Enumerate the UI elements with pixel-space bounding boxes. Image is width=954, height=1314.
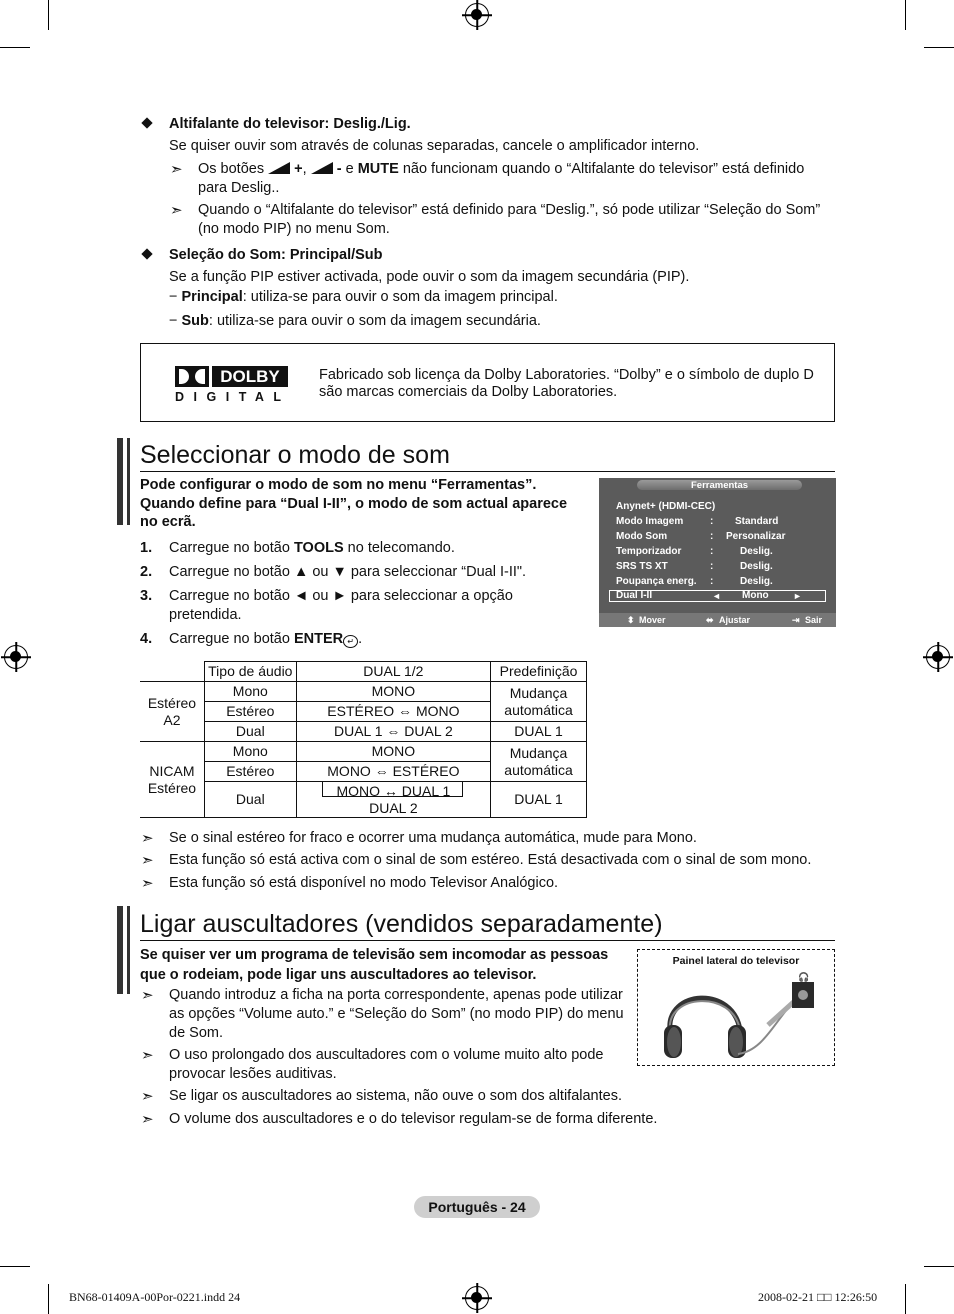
table-cell: DUAL 1 ⇔ DUAL 2 [296, 722, 490, 742]
panel-label: Painel lateral do televisor [672, 955, 800, 967]
note-arrow-icon: ➣ [141, 830, 154, 847]
headphones-icon [638, 970, 834, 1065]
volume-down-icon [311, 162, 333, 174]
section-bar [117, 906, 123, 994]
slug-left: BN68-01409A-00Por-0221.indd 24 [69, 1290, 241, 1304]
speaker-heading: Altifalante do televisor: Deslig./Lig. [169, 116, 411, 132]
select-heading: Seleção do Som: Principal/Sub [169, 247, 383, 263]
cycle-bracket [322, 782, 463, 797]
speaker-note-2: ➣ Quando o “Altifalante do televisor” está definido para “Deslig.”, só pode utilizar “Seleção do Som” (no modo PIP) no menu Som. [170, 202, 821, 237]
menu-row-value: Deslig. [740, 576, 773, 587]
audio-table [140, 661, 587, 818]
note-arrow-icon: ➣ [141, 852, 154, 869]
double-d-icon [175, 366, 209, 387]
registration-mark-icon [4, 645, 28, 669]
bullet-diamond-icon [141, 248, 152, 259]
enter-icon: ↵ [343, 635, 358, 648]
step-number: 4. [140, 631, 153, 647]
sound-mode-intro-2: Quando define para “Dual I-II”, o modo de som actual aparece [140, 496, 568, 512]
crop-mark [48, 0, 49, 30]
tools-menu-screenshot [599, 478, 836, 627]
table-cell: MONO ⇔ ESTÉREO [296, 762, 490, 782]
menu-row-sep: : [710, 561, 714, 572]
sound-mode-intro-1: Pode configurar o modo de som no menu “Ferramentas”. [140, 477, 537, 493]
select-item-principal: − Principal: utiliza-se para ouvir o som da imagem principal. [169, 289, 558, 305]
menu-footer-exit: Sair [805, 615, 823, 625]
speaker-text: Se quiser ouvir som através de colunas separadas, cancele o amplificador interno. [169, 138, 700, 154]
dolby-text-1: Fabricado sob licença da Dolby Laboratories. “Dolby” e o símbolo de duplo D [319, 367, 814, 383]
table-header: Predefinição [491, 662, 587, 682]
dolby-digital: DIGITAL [175, 390, 291, 404]
table-cell: Mono [204, 742, 296, 762]
table-cell-dual-combo: MONO ↔ DUAL 1 DUAL 2 [296, 782, 490, 818]
dolby-word: DOLBY [212, 366, 288, 387]
exit-icon: ⇥ [792, 615, 800, 625]
table-cell: ESTÉREO ⇔ MONO [296, 702, 490, 722]
menu-row-sep: : [710, 531, 714, 542]
section-bar [117, 438, 123, 525]
bullet-diamond-icon [141, 117, 152, 128]
menu-row-label: Anynet+ (HDMI-CEC) [616, 501, 716, 512]
sound-mode-intro-3: no ecrã. [140, 514, 196, 530]
menu-row-label: Modo Imagem [616, 516, 684, 527]
menu-row-sep: : [710, 516, 714, 527]
table-group-a2: Estéreo A2 [140, 682, 204, 742]
section-bar [127, 906, 130, 994]
registration-mark-icon [926, 645, 950, 669]
step-number: 3. [140, 588, 153, 604]
menu-selected-value: Mono [742, 590, 769, 601]
headphones-illustration-box [637, 949, 835, 1066]
table-cell: MONO [296, 742, 490, 762]
mode-note-3: ➣ Esta função só está disponível no modo Televisor Analógico. [141, 875, 559, 892]
step-number: 1. [140, 540, 153, 556]
headphones-intro-2: que o rodeiam, pode ligar uns auscultadores ao televisor. [140, 967, 537, 983]
step-3-line-2: pretendida. [169, 607, 242, 623]
menu-selected-label: Dual I-II [616, 590, 653, 601]
crop-mark [48, 1284, 49, 1314]
table-cell: Mono [204, 682, 296, 702]
note-arrow-icon: ➣ [170, 161, 183, 178]
section-bar [127, 438, 130, 525]
tools-menu-title: Ferramentas [637, 480, 802, 490]
registration-mark-icon [465, 1286, 489, 1310]
menu-row-label: SRS TS XT [616, 561, 668, 572]
table-cell: Dual [204, 722, 296, 742]
arrow-left-icon: ◄ [712, 591, 721, 601]
menu-row-sep: : [710, 546, 714, 557]
dolby-text-2: são marcas comerciais da Dolby Laboratories. [319, 384, 618, 400]
dolby-logo [175, 366, 293, 406]
page-title-headphones: Ligar auscultadores (vendidos separadamente) [140, 910, 663, 938]
select-text: Se a função PIP estiver activada, pode ouvir o som da imagem secundária (PIP). [169, 269, 690, 285]
note-arrow-icon: ➣ [141, 1088, 154, 1105]
step-1: Carregue no botão TOOLS no telecomando. [169, 540, 455, 556]
step-3: Carregue no botão ◄ ou ► para seleccionar a opção [169, 588, 513, 604]
menu-row-value: Standard [735, 516, 779, 527]
select-item-sub: − Sub: utiliza-se para ouvir o som da imagem secundária. [169, 313, 541, 329]
speaker-note-1: ➣ Os botões +, - e MUTE não funcionam quando o “Altifalante do televisor” está definido para Deslig.. [170, 161, 805, 196]
table-header: Tipo de áudio [204, 662, 296, 682]
dolby-box [140, 343, 835, 422]
headphones-note-1: ➣ Quando introduz a ficha na porta correspondente, apenas pode utilizar as opções “Volume auto.” e “Seleção do Som” (no modo PIP) do menu de Som. [141, 987, 624, 1041]
crop-mark [905, 0, 906, 30]
menu-footer [599, 613, 836, 627]
crop-mark [924, 1266, 954, 1267]
mode-note-1: ➣ Se o sinal estéreo for fraco e ocorrer uma mudança automática, mude para Mono. [141, 830, 697, 847]
headphones-note-4: ➣ O volume dos auscultadores e o do televisor regulam-se de forma diferente. [141, 1111, 658, 1128]
volume-up-icon [268, 162, 290, 174]
note-arrow-icon: ➣ [141, 987, 154, 1004]
table-cell: Estéreo [204, 762, 296, 782]
table-corner [140, 662, 204, 682]
menu-row-label: Modo Som [616, 531, 668, 542]
note-arrow-icon: ➣ [141, 1047, 154, 1064]
title-underline [140, 940, 835, 941]
note-arrow-icon: ➣ [141, 1111, 154, 1128]
registration-mark-icon [465, 3, 489, 27]
table-cell-auto: Mudança automática [491, 742, 587, 782]
title-underline [140, 471, 835, 472]
headphones-intro-1: Se quiser ver um programa de televisão sem incomodar as pessoas [140, 947, 609, 963]
menu-footer-adjust: Ajustar [719, 615, 751, 625]
crop-mark [0, 1266, 30, 1267]
crop-mark [924, 47, 954, 48]
move-icon: ⬍ [627, 615, 635, 625]
step-number: 2. [140, 564, 153, 580]
table-cell: DUAL 1 [491, 722, 587, 742]
menu-row-value: Deslig. [740, 546, 773, 557]
menu-footer-move: Mover [639, 615, 666, 625]
menu-selected-row [609, 590, 826, 602]
step-4: Carregue no botão ENTER ↵ . [169, 631, 363, 647]
table-cell: Estéreo [204, 702, 296, 722]
adjust-icon: ⬌ [706, 615, 714, 625]
crop-mark [0, 47, 30, 48]
slug-right: 2008-02-21 □□ 12:26:50 [758, 1290, 878, 1304]
arrow-right-icon: ► [793, 591, 802, 601]
note-arrow-icon: ➣ [141, 875, 154, 892]
table-cell: DUAL 1 [491, 782, 587, 818]
table-group-nicam: NICAM Estéreo [140, 742, 204, 818]
page-number-badge: Português - 24 [414, 1196, 540, 1218]
note-arrow-icon: ➣ [170, 202, 183, 219]
crop-mark [905, 1284, 906, 1314]
table-cell: Dual [204, 782, 296, 818]
menu-row-sep: : [710, 576, 714, 587]
menu-row-label: Poupança energ. [616, 576, 697, 587]
table-header: DUAL 1/2 [296, 662, 490, 682]
step-2: Carregue no botão ▲ ou ▼ para seleccionar “Dual I-II". [169, 564, 527, 580]
headphones-note-2: ➣ O uso prolongado dos auscultadores com o volume muito alto pode provocar lesões auditivas. [141, 1047, 604, 1082]
mode-note-2: ➣ Esta função só está activa com o sinal de som estéreo. Está desactivada com o sinal de som mono. [141, 852, 812, 869]
svg-text:🎧: 🎧 [798, 973, 810, 983]
page-title-sound-mode: Seleccionar o modo de som [140, 441, 450, 469]
table-cell-auto: Mudança automática [491, 682, 587, 722]
menu-row-value: Personalizar [726, 531, 786, 542]
headphones-note-3: ➣ Se ligar os auscultadores ao sistema, não ouve o som dos altifalantes. [141, 1088, 622, 1105]
menu-row-value: Deslig. [740, 561, 773, 572]
menu-row-label: Temporizador [616, 546, 682, 557]
table-cell: MONO [296, 682, 490, 702]
